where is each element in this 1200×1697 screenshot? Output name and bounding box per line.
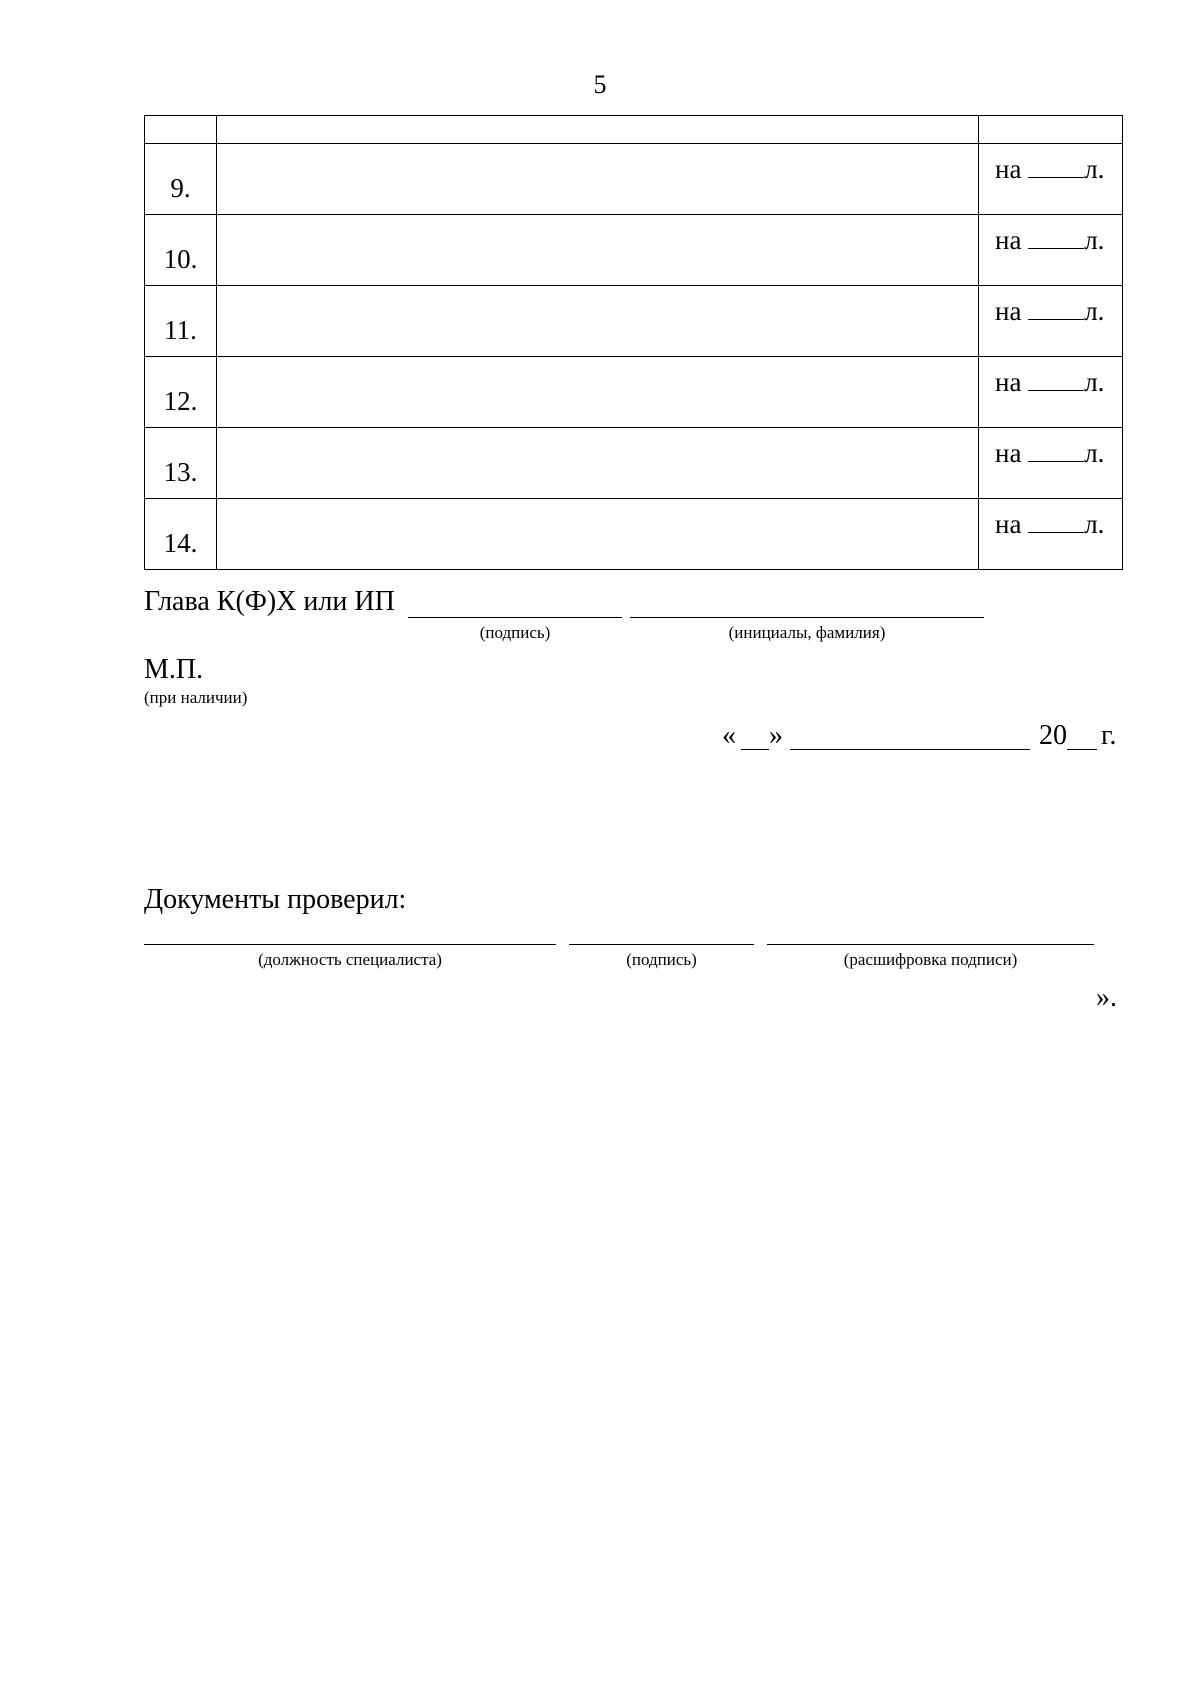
head-signature-line[interactable] bbox=[408, 617, 622, 618]
page-number: 5 bbox=[593, 70, 607, 99]
date-month-blank[interactable] bbox=[790, 749, 1030, 750]
year-suffix: г. bbox=[1101, 720, 1117, 751]
table-row bbox=[145, 428, 1123, 499]
sheets-cell: на л. bbox=[979, 286, 1123, 357]
document-name-cell[interactable] bbox=[217, 286, 979, 357]
sheets-cell: на л. bbox=[979, 499, 1123, 570]
date-year-blank[interactable] bbox=[1067, 749, 1097, 750]
date-close-quote: » bbox=[769, 720, 783, 751]
table-header-row bbox=[145, 116, 1123, 144]
sheets-count-blank[interactable] bbox=[1028, 439, 1084, 462]
head-label: Глава К(Ф)Х или ИП bbox=[144, 586, 395, 617]
document-name-cell[interactable] bbox=[217, 499, 979, 570]
row-number: 13. bbox=[145, 428, 217, 499]
date-day-blank[interactable] bbox=[741, 749, 769, 750]
row-number: 14. bbox=[145, 499, 217, 570]
year-prefix: 20 bbox=[1039, 720, 1067, 751]
document-name-cell[interactable] bbox=[217, 428, 979, 499]
row-number: 11. bbox=[145, 286, 217, 357]
signature-caption: (подпись) bbox=[479, 623, 551, 642]
sheets-cell: на л. bbox=[979, 144, 1123, 215]
sheets-count-blank[interactable] bbox=[1028, 368, 1084, 391]
name-caption: (инициалы, фамилия) bbox=[728, 623, 886, 642]
documents-table bbox=[144, 115, 1123, 570]
table-row bbox=[145, 357, 1123, 428]
sheets-count-blank[interactable] bbox=[1028, 297, 1084, 320]
sheets-cell: на л. bbox=[979, 357, 1123, 428]
table-row bbox=[145, 499, 1123, 570]
check-title: Документы проверил: bbox=[144, 884, 407, 915]
table-row bbox=[145, 286, 1123, 357]
row-number: 12. bbox=[145, 357, 217, 428]
check-signature-caption: (подпись) bbox=[626, 950, 697, 969]
stamp-note: (при наличии) bbox=[144, 688, 248, 707]
row-number: 9. bbox=[145, 144, 217, 215]
position-line[interactable] bbox=[144, 944, 556, 945]
closing-mark: ». bbox=[1096, 982, 1117, 1013]
table-row bbox=[145, 215, 1123, 286]
sheets-count-blank[interactable] bbox=[1028, 155, 1084, 178]
position-caption: (должность специалиста) bbox=[258, 950, 442, 969]
decoding-caption: (расшифровка подписи) bbox=[843, 950, 1018, 969]
head-name-line[interactable] bbox=[630, 617, 984, 618]
sheets-cell: на л. bbox=[979, 428, 1123, 499]
document-name-cell[interactable] bbox=[217, 215, 979, 286]
sheets-cell: на л. bbox=[979, 215, 1123, 286]
document-name-cell[interactable] bbox=[217, 357, 979, 428]
stamp-label: М.П. bbox=[144, 654, 204, 685]
sheets-count-blank[interactable] bbox=[1028, 226, 1084, 249]
check-signature-line[interactable] bbox=[569, 944, 754, 945]
date-open-quote: « bbox=[722, 720, 736, 751]
decoding-line[interactable] bbox=[767, 944, 1094, 945]
table-row bbox=[145, 144, 1123, 215]
row-number: 10. bbox=[145, 215, 217, 286]
sheets-count-blank[interactable] bbox=[1028, 510, 1084, 533]
document-name-cell[interactable] bbox=[217, 144, 979, 215]
